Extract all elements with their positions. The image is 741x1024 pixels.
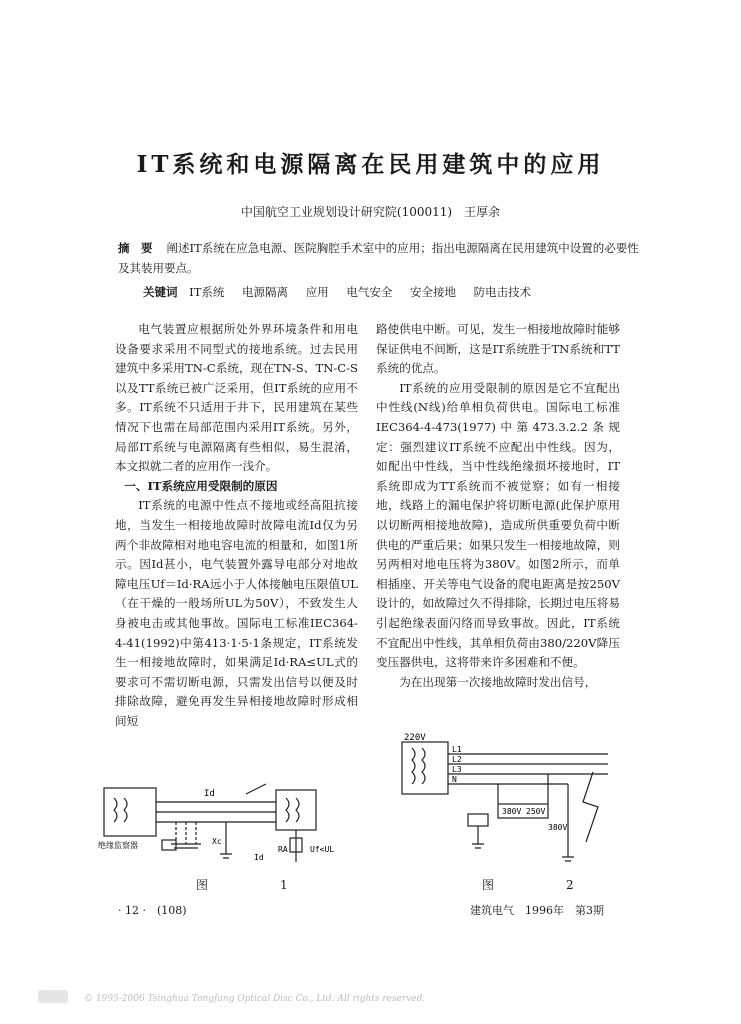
body-paragraph: 电气装置应根据所处外界环境条件和用电设备要求采用不同型式的接地系统。过去民用建筑中多采用TN-C系统，现在TN-S、TN-C-S以及TT系统已被广泛采用，但IT系统的应用不多。IT系统不只适用于井下，民用建筑在某些情况下也需在局部范围内采用IT系统。另外，局部IT系统与电源隔离有些相似，易生混淆，本文拟就二者的应用作一浅介。 bbox=[115, 322, 358, 474]
transformer-primary bbox=[104, 788, 156, 836]
right-column bbox=[376, 320, 620, 692]
keyword: 电气安全 bbox=[346, 285, 393, 299]
body-paragraph: 路使供电中断。可见，发生一相接地故障时能够保证供电不间断，这是IT系统胜于TN系统和TT系统的优点。 bbox=[376, 322, 620, 376]
keywords bbox=[143, 284, 545, 300]
fig2-label-380v-b: 380V bbox=[548, 823, 568, 832]
body-paragraph: 为在出现第一次接地故障时发出信号， bbox=[399, 674, 597, 689]
body-paragraph: IT系统的电源中性点不接地或经高阻抗接地，当发生一相接地故障时故障电流Id仅为另两个非故障相对地电容电流的相量和，如图1所示。因Id甚小，电气装置外露导电部分对地故障电压Uf＝Id·RA远小于人体接触电压限值UL（在干燥的一般场所UL为50V），不致发生人身被电击或其他事故。国际电工标准IEC364-4-41(1992)中第413·1·5·1条规定，IT系统发生一相接地故障时，如果满足Id·RA≤UL式的要求可不需切断电源，只需发出信号以便及时排除故障，避免再发生异相接地故障时形成相间短 bbox=[115, 498, 358, 728]
figure-2-diagram bbox=[398, 732, 618, 872]
journal-info: 建筑电气 1996年 第3期 bbox=[470, 904, 604, 917]
fig2-label-l3: L3 bbox=[452, 765, 462, 774]
paper-title: IT系统和电源隔离在民用建筑中的应用 bbox=[136, 151, 605, 178]
fig2-label-l1: L1 bbox=[452, 745, 462, 754]
keyword: 防电击技术 bbox=[473, 285, 532, 299]
left-column bbox=[115, 320, 358, 731]
keyword: IT系统 bbox=[189, 285, 225, 299]
fig1-label-xc: Xc bbox=[212, 837, 222, 846]
fig1-label-uf: Uf<UL bbox=[310, 845, 335, 854]
keywords-label: 关键词 bbox=[143, 285, 178, 299]
fig1-label-id2: Id bbox=[254, 853, 264, 862]
fig1-label-ra: RA bbox=[278, 845, 288, 854]
keyword: 电源隔离 bbox=[242, 285, 289, 299]
figure-2-caption: 图 2 bbox=[482, 878, 604, 892]
abstract bbox=[118, 238, 648, 278]
fig2-label-250v: 250V bbox=[526, 807, 546, 816]
body-paragraph: IT系统的应用受限制的原因是它不宜配出中性线(N线)给单相负荷供电。国际电工标准IEC364-4-473(1977)中第473.3.2.2条规定：强烈建议IT系统不应配出中性线。因为，如配出中性线，当中性线绝缘损坏接地时，IT系统即成为TT系统而不被觉察；如有一相接地，线路上的漏电保护将切断电源(此保护原用以切断两相接地故障)，造成所供重要负荷中断供电的严重后果；如果只发生一相接地故障，则另两相对地电压将为380V。如图2所示，而单相插座、开关等电气设备的爬电距离是按250V设计的，如故障过久不得排除，长期过电压将易引起绝缘表面闪络而导致事故。因此，IT系统不宜配出中性线，其单相负荷由380/220V降压变压器供电，这将带来许多困难和不便。 bbox=[376, 380, 620, 670]
fig2-label-n: N bbox=[452, 775, 457, 784]
fig2-label-l2: L2 bbox=[452, 755, 462, 764]
fig1-label-monitor: 绝缘监察器 bbox=[98, 841, 138, 850]
publisher-logo bbox=[38, 990, 68, 1003]
insulation-monitor-box bbox=[162, 840, 176, 850]
abstract-text: 阐述IT系统在应急电源、医院胸腔手术室中的应用；指出电源隔离在民用建筑中设置的必要性及其装用要点。 bbox=[118, 241, 639, 275]
figure-1-caption: 图 1 bbox=[196, 878, 318, 892]
keyword: 应用 bbox=[305, 285, 329, 299]
fig2-label-380v-a: 380V bbox=[502, 807, 522, 816]
section-heading: 一、IT系统应用受限制的原因 bbox=[124, 478, 278, 493]
page-number: · 12 · (108) bbox=[118, 904, 187, 917]
abstract-label: 摘 要 bbox=[118, 241, 153, 255]
author-affiliation: 中国航空工业规划设计研究院(100011) 王厚余 bbox=[240, 205, 501, 219]
keyword: 安全接地 bbox=[410, 285, 456, 299]
figure-1-diagram bbox=[96, 782, 346, 872]
copyright-notice: © 1995-2006 Tsinghua Tongfang Optical Disc Co., Ltd. All rights reserved. bbox=[84, 994, 426, 1004]
fig1-label-id: Id bbox=[204, 789, 215, 799]
socket-box bbox=[468, 814, 488, 826]
fig2-label-220v: 220V bbox=[404, 733, 426, 743]
